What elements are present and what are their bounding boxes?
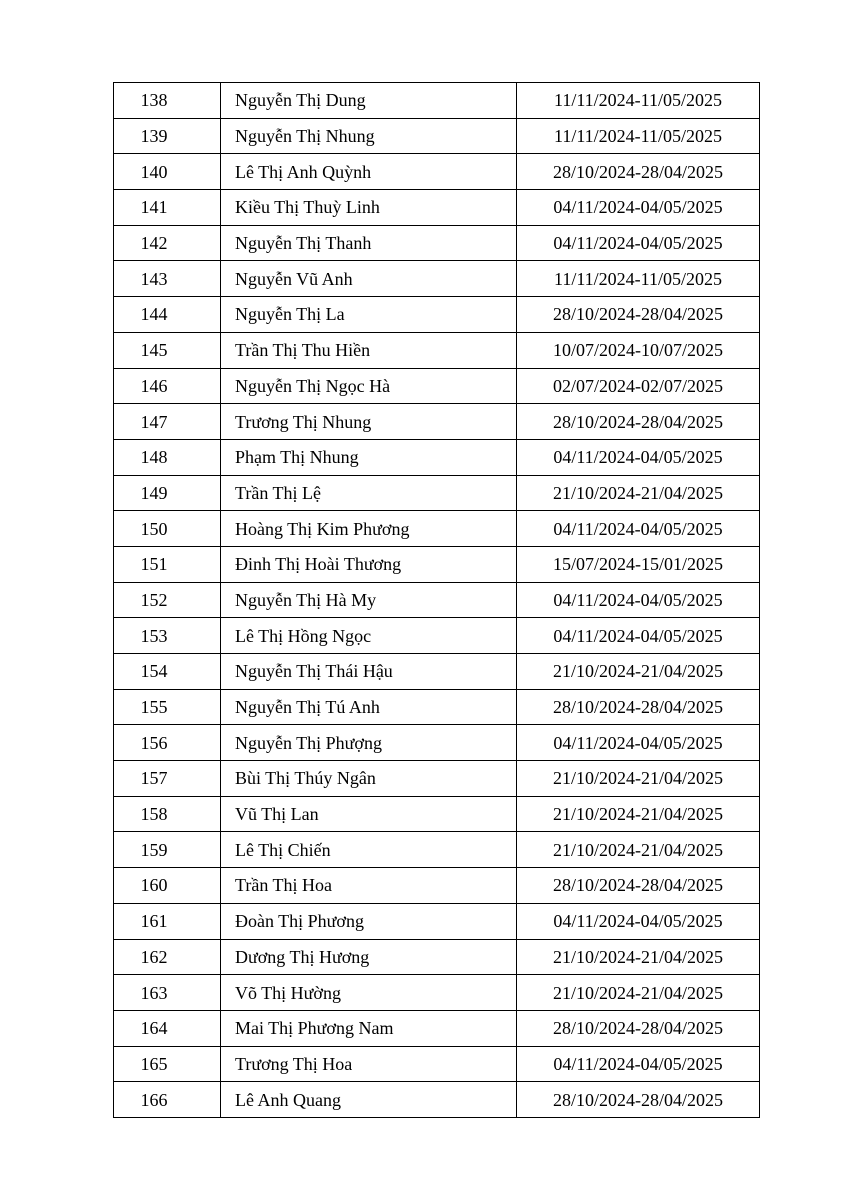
date-range: 11/11/2024-11/05/2025 xyxy=(517,261,760,297)
date-range: 28/10/2024-28/04/2025 xyxy=(517,1010,760,1046)
row-number: 152 xyxy=(114,582,221,618)
date-range: 04/11/2024-04/05/2025 xyxy=(517,439,760,475)
row-number: 164 xyxy=(114,1010,221,1046)
row-number: 142 xyxy=(114,225,221,261)
date-range: 28/10/2024-28/04/2025 xyxy=(517,297,760,333)
date-range: 04/11/2024-04/05/2025 xyxy=(517,903,760,939)
table-row xyxy=(114,297,760,333)
table-row xyxy=(114,582,760,618)
table-row xyxy=(114,225,760,261)
table-row xyxy=(114,654,760,690)
date-range: 04/11/2024-04/05/2025 xyxy=(517,725,760,761)
row-number: 156 xyxy=(114,725,221,761)
table-row xyxy=(114,439,760,475)
table-row xyxy=(114,761,760,797)
date-range: 04/11/2024-04/05/2025 xyxy=(517,618,760,654)
date-range: 11/11/2024-11/05/2025 xyxy=(517,83,760,119)
table-row xyxy=(114,332,760,368)
person-name: Đoàn Thị Phương xyxy=(221,903,517,939)
table-row xyxy=(114,1046,760,1082)
person-name: Võ Thị Hường xyxy=(221,975,517,1011)
row-number: 157 xyxy=(114,761,221,797)
person-name: Mai Thị Phương Nam xyxy=(221,1010,517,1046)
date-range: 11/11/2024-11/05/2025 xyxy=(517,118,760,154)
person-name: Nguyễn Thị Hà My xyxy=(221,582,517,618)
roster-table xyxy=(113,82,760,1118)
date-range: 04/11/2024-04/05/2025 xyxy=(517,225,760,261)
date-range: 04/11/2024-04/05/2025 xyxy=(517,511,760,547)
date-range: 04/11/2024-04/05/2025 xyxy=(517,582,760,618)
person-name: Nguyễn Thị Thanh xyxy=(221,225,517,261)
person-name: Đinh Thị Hoài Thương xyxy=(221,546,517,582)
table-row xyxy=(114,475,760,511)
row-number: 149 xyxy=(114,475,221,511)
row-number: 154 xyxy=(114,654,221,690)
table-row xyxy=(114,1010,760,1046)
table-row xyxy=(114,868,760,904)
date-range: 21/10/2024-21/04/2025 xyxy=(517,939,760,975)
person-name: Bùi Thị Thúy Ngân xyxy=(221,761,517,797)
row-number: 160 xyxy=(114,868,221,904)
date-range: 28/10/2024-28/04/2025 xyxy=(517,154,760,190)
person-name: Trương Thị Nhung xyxy=(221,404,517,440)
table-row xyxy=(114,511,760,547)
row-number: 141 xyxy=(114,190,221,226)
row-number: 165 xyxy=(114,1046,221,1082)
row-number: 159 xyxy=(114,832,221,868)
table-row xyxy=(114,404,760,440)
person-name: Nguyễn Thị Tú Anh xyxy=(221,689,517,725)
date-range: 28/10/2024-28/04/2025 xyxy=(517,868,760,904)
table-row xyxy=(114,903,760,939)
table-row xyxy=(114,368,760,404)
person-name: Trần Thị Hoa xyxy=(221,868,517,904)
row-number: 161 xyxy=(114,903,221,939)
person-name: Nguyễn Thị Nhung xyxy=(221,118,517,154)
table-row xyxy=(114,689,760,725)
date-range: 21/10/2024-21/04/2025 xyxy=(517,475,760,511)
date-range: 04/11/2024-04/05/2025 xyxy=(517,1046,760,1082)
row-number: 162 xyxy=(114,939,221,975)
table-row xyxy=(114,939,760,975)
table-row xyxy=(114,118,760,154)
person-name: Nguyễn Thị La xyxy=(221,297,517,333)
row-number: 153 xyxy=(114,618,221,654)
date-range: 28/10/2024-28/04/2025 xyxy=(517,404,760,440)
row-number: 150 xyxy=(114,511,221,547)
date-range: 21/10/2024-21/04/2025 xyxy=(517,796,760,832)
table-row xyxy=(114,190,760,226)
date-range: 10/07/2024-10/07/2025 xyxy=(517,332,760,368)
row-number: 166 xyxy=(114,1082,221,1118)
date-range: 28/10/2024-28/04/2025 xyxy=(517,689,760,725)
table-row xyxy=(114,154,760,190)
table-row xyxy=(114,618,760,654)
table-row xyxy=(114,796,760,832)
person-name: Lê Thị Hồng Ngọc xyxy=(221,618,517,654)
date-range: 28/10/2024-28/04/2025 xyxy=(517,1082,760,1118)
person-name: Nguyễn Thị Ngọc Hà xyxy=(221,368,517,404)
roster-table-body xyxy=(114,83,760,1118)
person-name: Nguyễn Thị Phượng xyxy=(221,725,517,761)
row-number: 145 xyxy=(114,332,221,368)
person-name: Trương Thị Hoa xyxy=(221,1046,517,1082)
date-range: 21/10/2024-21/04/2025 xyxy=(517,832,760,868)
row-number: 139 xyxy=(114,118,221,154)
person-name: Hoàng Thị Kim Phương xyxy=(221,511,517,547)
person-name: Lê Thị Chiến xyxy=(221,832,517,868)
person-name: Kiều Thị Thuỳ Linh xyxy=(221,190,517,226)
date-range: 21/10/2024-21/04/2025 xyxy=(517,975,760,1011)
table-row xyxy=(114,725,760,761)
person-name: Nguyễn Vũ Anh xyxy=(221,261,517,297)
person-name: Nguyễn Thị Thái Hậu xyxy=(221,654,517,690)
row-number: 148 xyxy=(114,439,221,475)
row-number: 151 xyxy=(114,546,221,582)
person-name: Lê Anh Quang xyxy=(221,1082,517,1118)
person-name: Trần Thị Thu Hiền xyxy=(221,332,517,368)
row-number: 155 xyxy=(114,689,221,725)
table-row xyxy=(114,832,760,868)
row-number: 146 xyxy=(114,368,221,404)
row-number: 158 xyxy=(114,796,221,832)
person-name: Lê Thị Anh Quỳnh xyxy=(221,154,517,190)
person-name: Nguyễn Thị Dung xyxy=(221,83,517,119)
row-number: 138 xyxy=(114,83,221,119)
date-range: 15/07/2024-15/01/2025 xyxy=(517,546,760,582)
table-row xyxy=(114,83,760,119)
date-range: 04/11/2024-04/05/2025 xyxy=(517,190,760,226)
row-number: 163 xyxy=(114,975,221,1011)
person-name: Trần Thị Lệ xyxy=(221,475,517,511)
person-name: Vũ Thị Lan xyxy=(221,796,517,832)
row-number: 147 xyxy=(114,404,221,440)
table-row xyxy=(114,261,760,297)
table-row xyxy=(114,546,760,582)
table-row xyxy=(114,1082,760,1118)
date-range: 21/10/2024-21/04/2025 xyxy=(517,654,760,690)
person-name: Dương Thị Hương xyxy=(221,939,517,975)
row-number: 143 xyxy=(114,261,221,297)
row-number: 144 xyxy=(114,297,221,333)
table-row xyxy=(114,975,760,1011)
person-name: Phạm Thị Nhung xyxy=(221,439,517,475)
date-range: 21/10/2024-21/04/2025 xyxy=(517,761,760,797)
row-number: 140 xyxy=(114,154,221,190)
date-range: 02/07/2024-02/07/2025 xyxy=(517,368,760,404)
